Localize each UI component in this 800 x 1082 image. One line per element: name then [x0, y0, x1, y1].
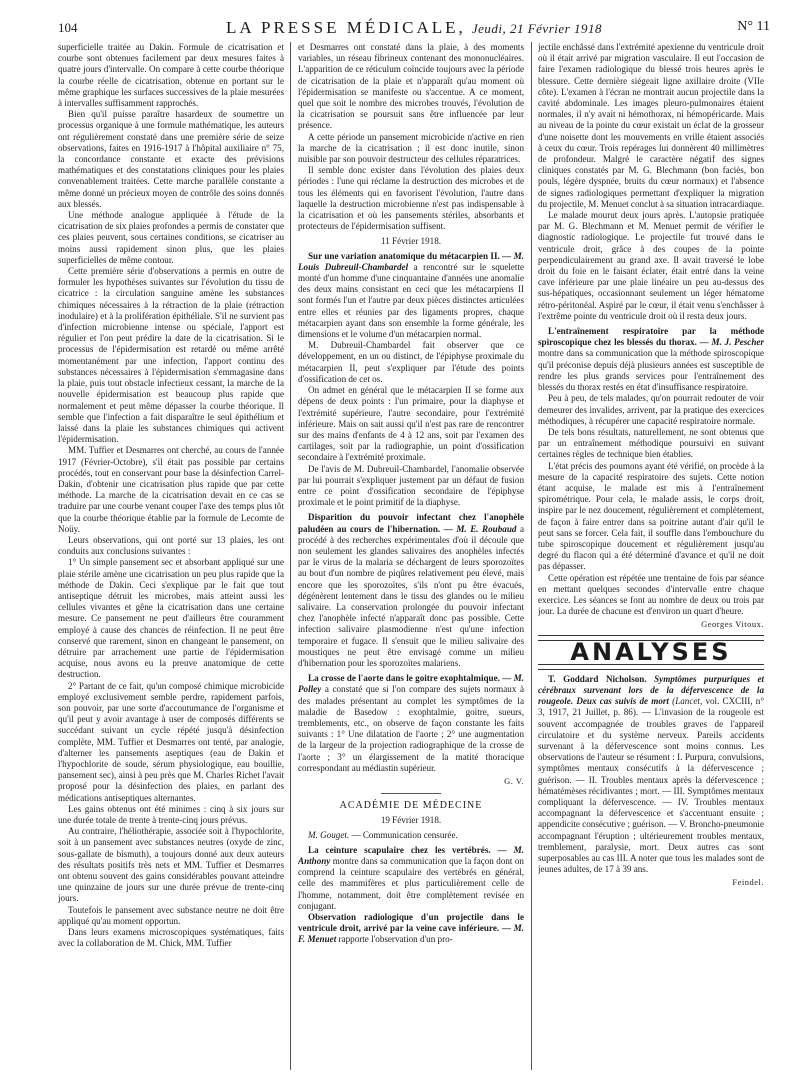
article-text: montre dans sa communication que la façon dont on comprend la ceinture scapulaire des vertébrés en général, celle des mammifères et plus particulièrement celle de l'homme, notamment, doit être complètement revisée en conjugant.: [298, 856, 524, 911]
analysis-title: Symptômes purpuriques et cérébraux survenant lors de la défervescence de la rougeole. Deux cas suivis de mort: [538, 673, 764, 707]
paragraph: Une méthode analogue appliquée à l'étude de la cicatrisation de six plaies profondes a permis de constater que ces plaies peuvent, sous certaines conditions, se cicatriser au moins aussi rapidement sinon plus, que les plaies superficielles de même contour.: [58, 210, 284, 265]
column-1: [58, 42, 284, 1072]
signature: Georges Vitoux.: [701, 619, 764, 630]
article-author: — M. F. Menuet: [298, 923, 524, 945]
article-author: — M. Polley: [298, 673, 524, 695]
article-author: — M. Anthony: [298, 844, 524, 867]
paragraph: jectile enchâssé dans l'extrémité apexienne du ventricule droit où il était arrivé par migration vasculaire. Il eut l'occasion de faire l'examen radiologique du blessé trois heures après le blessure. Cette dernière siégeait ligne axillaire droite (VIIe côte). L'examen à l'écran ne montrait aucun projectile dans la cavité abdominale. Les images pleuro-pulmonaires étaient normales, il n'y avait ni hémothorax, ni hémopéricarde. Mais au niveau de la pointe du cœur existait un éclat de la grosseur d'une noisette dont les mouvements en vrille étaient associés à ceux du cœur. Trois repérages lui donnèrent 40 millimètres de profondeur. Malgré le caractère négatif des signes cliniques constatés par M. G. Blechmann (bon faciès, bon pouls, légère dyspnée, bruits du cœur normaux) et l'absence de signes radiologiques permettant d'expliquer la migration du projectile, M. Menuet conclut à sa situation intracardiaque.: [538, 42, 764, 209]
paragraph: Il semble donc exister dans l'évolution des plaies deux périodes : l'une qui réclame la destruction des microbes et de tous les éléments qui en favorisent l'évolution, l'autre dans laquelle la destruction microbienne n'est pas indispensable à la cicatrisation et où les pansements stériles, absorbants et protecteurs de l'épidermisation suffisent.: [298, 165, 524, 232]
analysis-text: vol. CXCIII, n° 3, 1917, 21 Juillet, p. 86). — L'invasion de la rougeole est souvent accompagnée de troubles graves de l'appareil circulatoire et du système nerveux. Pareils accidents survenant à la défervescence sont moins connus. Les observations de l'auteur se résument : I. Purpura, convulsions, symptômes mentaux consécutifs à la défervescence ; guérison. — II. Troubles mentaux après la défervescence ; hématémèses récidivantes ; mort. — III. Symptômes mentaux compliquant la défervescence. — IV. Troubles mentaux accompagnant la défervescence et s'accentuant ensuite ; appendicite consécutive ; guérison. — V. Broncho-pneumonie accompagnant l'éruption ; ultérieurement troubles mentaux, tremblement, paralysie, mort. Deux autres cas sont superposables au cas III. A noter que tous les malades sont de jeunes adultes, de 17 à 39 ans.: [538, 696, 764, 875]
paragraph: superficielle traitée au Dakin. Formule de cicatrisation et courbe sont obtenues facilement par deux mesures faites à quatre jours d'intervalle. On compare à cette courbe théorique la courbe réelle de cicatrisation, obtenue en portant sur le même graphique les surfaces successives de la plaie mesurées à intervalles suffisamment rapprochés.: [58, 42, 284, 109]
paragraph: Le malade mourut deux jours après. L'autopsie pratiquée par M. G. Blechmann et M. Menuet permit de vérifier le diagnostic radiologique. Le projectile fut trouvé dans le ventricule droit, grâce à des coupes de la pointe perpendiculairement au grand axe. Il avait traversé le lobe droit du foie en le faisant éclater, était entré dans la veine cave inférieure par une plaie linéaire un peu au-dessus des sus-hépatiques, occasionnant seulement un léger hématome rétro-péritonéal. Aspiré par le cœur, il était venu s'enchâsser à l'extrême pointe du ventricule droit où il resta deux jours.: [538, 210, 764, 321]
article: [538, 326, 764, 393]
paragraph: De tels bons résultats, naturellement, ne sont obtenus que par un entraînement méthodique poursuivi en suivant certaines règles de technique bien établies.: [538, 426, 764, 460]
paragraph: Bien qu'il puisse paraître hasardeux de soumettre un processus organique à une formule mathématique, les auteurs ont régulièrement constaté dans une première série de seize observations, faites en 1916-1917 à l'hôpital auxiliaire n° 75, la concordance constante et exacte des prévisions mathématiques et des constatations cliniques pour les plaies convenablement traitées. Cette marche parallèle constante a même donné un précieux moyen de contrôle des soins donnés aux blessés.: [58, 109, 284, 209]
section-heading: ACADÉMIE DE MÉDECINE: [339, 800, 483, 812]
article-title: Observation radiologique d'un projectile dans le ventricule droit, arrivé par la veine cave inférieure.: [298, 912, 524, 934]
paragraph: Cette opération est répétée une trentaine de fois par séance en mettant quelques secondes d'intervalle entre chaque exercice. Les séances se font au nombre de deux ou trois par jour. La durée de chacune est d'environ un quart d'heure.: [538, 572, 764, 617]
article-title: Disparition du pouvoir infectant chez l'anophèle paludéen au cours de l'hibernation.: [298, 512, 524, 534]
article-text: — Communication censurée.: [351, 829, 458, 840]
article-text: a rencontré sur le squelette monté d'un homme d'une cinquantaine d'années une anomalie des deux mains consistant en ceci que les métacarpiens II sont formés l'un et l'autre par deux pièces distinctes articulées entre elles et réunies par des ligaments propres, chaque métacarpien ayant dans son ensemble la forme générale, les dimensions et le volume d'un métacarpien normal.: [298, 261, 524, 340]
paragraph: A cette période un pansement microbicide n'active en rien la marche de la cicatrisation ; il est donc inutile, sinon nuisible par son pouvoir destructeur des cellules réparatrices.: [298, 131, 524, 165]
paragraph: Peu à peu, de tels malades, qu'on pourrait redouter de voir demeurer des invalides, arrivent, par la pratique des exercices méthodiques, à récupérer une capacité respiratoire normale.: [538, 393, 764, 426]
article-text: rapporte l'observation d'un pro-: [338, 934, 453, 945]
article-author: — M. Louis Dubreuil-Chambardel: [298, 250, 524, 272]
session-date: 19 Février 1918.: [380, 815, 442, 826]
analysis-author: T. Goddard Nicholson.: [548, 673, 647, 684]
paragraph: 2° Partant de ce fait, qu'un composé chimique microbicide employé exclusivement semble perdre, rapidement parfois, son pouvoir, par une sorte d'accoutumance de l'organisme et qu'il peut y avoir avantage à user de composés différents se succédant suivant un cycle répété jusqu'à désinfection complète, MM. Tuffier et Desmarres ont tenté, par analogie, d'alterner les pansements aseptiques (eau de Dakin et l'hypochlorite de soude, sérum physiologique, eau bouillie, pansement sec), ainsi à peu près que M. Charles Richet l'avait proposé pour la désinfection des plaies, en parlant des médications antiseptiques alternantes.: [58, 680, 284, 803]
paragraph: et Desmarres ont constaté dans la plaie, à des moments variables, un réseau fibrineux contenant des mononucléaires. L'apparition de ce réticulum coïncide toujours avec la période de cicatrisation de la plaie et n'apparaît qu'au moment où l'épidermisation se manifeste ou s'accentue. A ce moment, quel que soit le nombre des microbes trouvés, l'évolution de la cicatrisation se poursuit sans être influencée par leur présence.: [298, 42, 524, 131]
separator: [381, 793, 441, 794]
article-author: M. Gouget.: [308, 829, 350, 840]
article-author: — M. J. Pescher: [699, 337, 764, 348]
paragraph: MM. Tuffier et Desmarres ont cherché, au cours de l'année 1917 (Février-Octobre), s'il était pas possible par certains procédés, tout en conservant pour base la désinfection Carrel-Dakin, d'obtenir une cicatrisation plus rapide que par cette méthode. La marche de la cicatrisation devait en ce cas se traduire par une courbe venant couper l'axe des temps plus tôt que la courbe théorique établie par la formule de Lecomte de Noüy.: [58, 445, 284, 534]
signature: Feindel.: [732, 877, 764, 888]
analyses-heading: ANALYSES: [570, 637, 732, 666]
page-number: 104: [58, 20, 78, 35]
session-date: 11 Février 1918.: [380, 236, 442, 247]
column-divider: [531, 42, 532, 1070]
column-divider: [290, 42, 291, 1070]
article-title: L'entraînement respiratoire par la méthode spiroscopique chez les blessés du thorax.: [538, 326, 764, 348]
journal-masthead: [58, 18, 770, 38]
paragraph: 1° Un simple pansement sec et absorbant appliqué sur une plaie stérile amène une cicatrisation un peu plus rapide que la méthode de Dakin. Ceci s'explique par le fait que tout antiseptique détruit les microbes, mais atteint aussi les cellules vivantes et gêne la cicatrisation dans une certaine mesure. Ce pansement ne peut d'ailleurs être couramment employé à cause des chances de réinfection. Il ne peut être conservé que rarement, sinon en changeant le pansement, on détruire par arrachement une partie de l'épidermisation acquise, nous avons eu la preuve anatomique de cette destruction.: [58, 557, 284, 680]
article-text: montre dans sa communication que la méthode spiroscopique qu'il préconise depuis déjà plusieurs années est susceptible de rendre les plus grands services pour l'entraînement des blessés du thorax restés en état d'insuffisance respiratoire.: [538, 348, 764, 393]
paragraph: Leurs observations, qui ont porté sur 13 plaies, les ont conduits aux conclusions suivantes :: [58, 534, 284, 557]
issue-date: Jeudi, 21 Février 1918: [471, 21, 602, 36]
column-3: [538, 42, 764, 1072]
paragraph: Les gains obtenus ont été minimes : cinq à six jours sur une durée totale de trente à trente-cinq jours prévus.: [58, 803, 284, 826]
signature: G. V.: [504, 776, 524, 786]
column-2: [298, 42, 524, 1072]
analysis-entry: [538, 674, 764, 876]
paragraph: L'état précis des poumons ayant été vérifié, on procède à la mesure de la capacité respiratoire des sujets. Cette notion étant acquise, le malade est mis à l'entraînement spirométrique. Pour cela, le malade assis, le corps droit, inspire par le nez doucement, régulièrement et complètement, de façon à faire entrer dans sa poitrine autant d'air qu'il le peut sans se forcer. Cela fait, il souffle dans l'embouchure du tube spiroscopique doucement et régulièrement jusqu'au degré du flacon qui a été déterminé d'avance et qu'il ne doit pas dépasser.: [538, 460, 764, 572]
article: [298, 251, 524, 341]
journal-title: LA PRESSE MÉDICALE,: [226, 18, 466, 37]
article: [298, 512, 524, 669]
paragraph: On admet en général que le métacarpien II se forme aux dépens de deux points : l'un primaire, pour la diaphyse et l'extrémité supérieure, l'autre secondaire, pour l'extrémité inférieure. Mais on sait aussi qu'il n'est pas rare de rencontrer sur des mains d'enfants de 4 à 12 ans, soit par l'examen des cartilages, soit par la radiographie, un point d'ossification secondaire à l'extrémité proximale.: [298, 385, 524, 463]
article-text: a constaté que si l'on compare des sujets normaux à des malades présentant au complet les symptômes de la maladie de Basedow : exophtalmie, goitre, sueurs, tremblements, etc., on observe de façon constante les faits suivants : 1° Une dilatation de l'aorte ; 2° une augmentation de la largeur de la projection radiographique de la crosse de l'aorte ; 3° un élargissement de la matité thoracique correspondant au médiastin supérieur.: [298, 684, 524, 773]
article-author: — M. E. Roubaud: [443, 523, 517, 534]
article-text: a procédé à des recherches expérimentales d'où il découle que non seulement les glandes salivaires des anophèles infectés par le virus de la malaria se déchargent de leurs sporozoïtes au bout d'un nombre de piqûres relativement peu élevé, mais encore que les sporozoïtes, s'ils n'ont pu être évacués, dégénèrent lentement dans le tissu des glandes ou le milieu salivaire. La conservation prolongée du pouvoir infectant chez l'anophèle infecté n'apparaît donc pas possible. Cette infection salivaire plasmodienne n'est qu'une infection temporaire et fugace. Il s'ensuit que le milieu salivaire des moustiques ne peut être envisagé comme un milieu d'hibernation pour les sporozoïtes malariens.: [298, 523, 524, 668]
article-title: Sur une variation anatomique du métacarpien II.: [308, 250, 500, 261]
article: [298, 845, 524, 912]
paragraph: Cette première série d'observations a permis en outre de formuler les hypothèses suivantes sur l'évolution du tissu de cicatrice : la circulation sanguine amène les substances chimiques nécessaires à la rétraction de la plaie (rétraction inodulaire) et à la prolifération épithéliale. S'il ne survient pas d'infection microbienne intense ou spéciale, l'apport est régulier et l'on peut prédire la date de la cicatrisation. Si le processus de l'épidermisation est retardé ou même arrêté momentanément par une infection, l'apport continu des substances nécessaires à l'épidermisation s'emmagasine dans la plaie, puis tout obstacle infectieux cessant, la marche de la nouvelle épidermisation est beaucoup plus rapide que normalement et peut même dépasser la courbe théorique. Il semble que l'infection a fait disparaître le seul épithélium et laissé dans la plaie les substances chimiques qui activent l'épidermisation.: [58, 266, 284, 445]
paragraph: Au contraire, l'héliothérapie, associée soit à l'hypochlorite, soit à un pansement avec substances neutres (oxyde de zinc, sous-gallate de bismuth), a toujours donné aux deux auteurs des résultats positifs très nets et MM. Tuffier et Desmarres ont obtenu souvent des gains considérables pouvant atteindre une quinzaine de jours sur une durée prévue de trente-cinq jours.: [58, 826, 284, 904]
paragraph: M. Dubreuil-Chambardel fait observer que ce développement, en un ou distinct, de l'épiphyse proximale du métacarpien II, peut s'expliquer par l'étude des points d'ossification de cet os.: [298, 340, 524, 384]
paragraph: Dans leurs examens microscopiques systématiques, faits avec la collaboration de M. Chick, MM. Tuffier: [58, 927, 284, 949]
issue-number: N° 11: [737, 19, 770, 34]
page-header: [58, 18, 770, 38]
article-title: La crosse de l'aorte dans le goitre exophtalmique.: [308, 673, 500, 684]
article: [298, 912, 524, 946]
article: [298, 830, 524, 841]
analysis-journal: (Lancet,: [672, 696, 703, 707]
paragraph: Toutefois le pansement avec substance neutre ne doit être appliqué qu'au moment opportun.: [58, 904, 284, 926]
paragraph: De l'avis de M. Dubreuil-Chambardel, l'anomalie observée par lui pourrait s'expliquer justement par un défaut de fusion entre ce point d'ossification secondaire de l'épiphyse proximale et le point primitif de la diaphyse.: [298, 463, 524, 508]
article: [298, 673, 524, 774]
article-title: La ceinture scapulaire chez les vertébrés.: [308, 844, 491, 855]
